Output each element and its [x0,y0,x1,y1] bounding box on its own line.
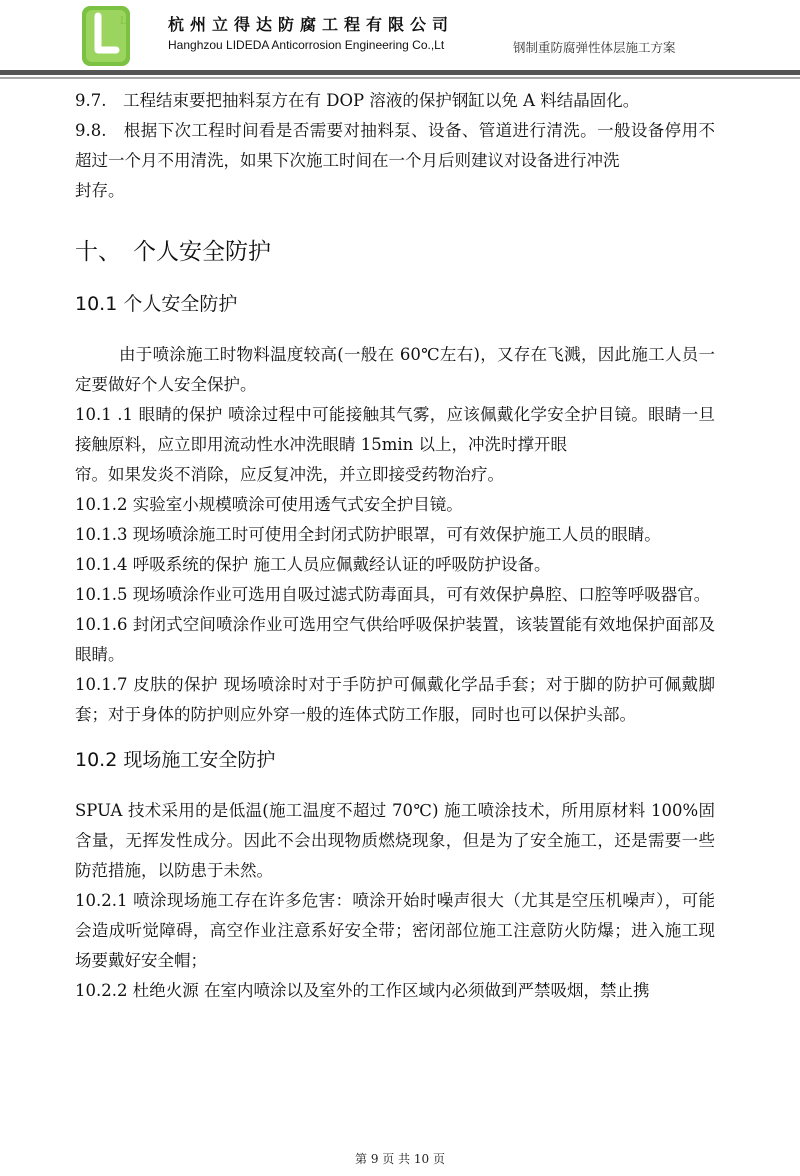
paragraph-10-1-1: 10.1 .1 眼睛的保护 喷涂过程中可能接触其气雾，应该佩戴化学安全护目镜。眼睛一旦接触原料，应立即用流动性水冲洗眼睛 15min 以上，冲洗时撑开眼 [75,405,715,454]
section-number: 十、 [75,239,121,265]
subsection-heading-10-2: 10.2 现场施工安全防护 [75,749,276,771]
paragraph-9-8: 9.8. 根据下次工程时间看是否需要对抽料泵、设备、管道进行清洗。一般设备停用不超过一个月不用清洗，如果下次施工时间在一个月后则建议对设备进行冲洗 [75,121,715,170]
paragraph-10-2-intro: SPUA 技术采用的是低温(施工温度不超过 70℃) 施工喷涂技术，所用原材料 100%固含量，无挥发性成分。因此不会出现物质燃烧现象，但是为了安全施工，还是需要一些防范措施，以防患于未然。 [75,801,715,880]
company-name-cn: 杭州立得达防腐工程有限公司 [168,15,455,34]
page-footer: 第 9 页 共 10 页 [355,1152,445,1166]
paragraph-10-1-7: 10.1.7 皮肤的保护 现场喷涂时对于手防护可佩戴化学品手套；对于脚的防护可佩戴脚套；对于身体的防护则应外穿一般的连体式防工作服，同时也可以保护头部。 [75,675,715,724]
document-title: 钢制重防腐弹性体层施工方案 [513,40,676,55]
page-body [75,86,715,1006]
paragraph-10-1-2: 10.1.2 实验室小规模喷涂可使用透气式安全护目镜。 [75,495,463,514]
company-logo [80,4,132,68]
paragraph-10-1-intro: 由于喷涂施工时物料温度较高(一般在 60℃左右)，又存在飞溅，因此施工人员一定要做好个人安全保护。 [75,345,715,394]
section-heading-10 [75,230,715,274]
company-name-en: Hanghzou LIDEDA Anticorrosion Engineering Co.,Lt [168,38,445,52]
paragraph-10-1-1-cont: 帘。如果发炎不消除，应反复冲洗，并立即接受药物治疗。 [75,465,504,484]
subsection-heading-10-1: 10.1 个人安全防护 [75,293,238,315]
header-rule-thin [0,77,800,79]
paragraph-9-8-cont: 封存。 [75,181,125,200]
paragraph-10-1-6: 10.1.6 封闭式空间喷涂作业可选用空气供给呼吸保护装置，该装置能有效地保护面部及眼睛。 [75,615,715,664]
paragraph-10-1-5: 10.1.5 现场喷涂作业可选用自吸过滤式防毒面具，可有效保护鼻腔、口腔等呼吸器官。 [75,585,711,604]
paragraph-10-1-4: 10.1.4 呼吸系统的保护 施工人员应佩戴经认证的呼吸防护设备。 [75,555,551,574]
paragraph-10-2-1: 10.2.1 喷涂现场施工存在许多危害：喷涂开始时噪声很大（尤其是空压机噪声），可能会造成听觉障碍，高空作业注意系好安全带；密闭部位施工注意防火防爆；进入施工现场要戴好安全帽； [75,891,715,970]
header-rule [0,70,800,75]
paragraph-10-2-2: 10.2.2 杜绝火源 在室内喷涂以及室外的工作区域内必须做到严禁吸烟，禁止携 [75,981,650,1000]
section-title: 个人安全防护 [133,239,271,265]
logo-letter: L [120,16,127,27]
paragraph-9-7: 9.7. 工程结束要把抽料泵方在有 DOP 溶液的保护钢缸以免 A 料结晶固化。 [75,91,640,110]
paragraph-10-1-3: 10.1.3 现场喷涂施工时可使用全封闭式防护眼罩，可有效保护施工人员的眼睛。 [75,525,661,544]
page-header [0,0,800,80]
